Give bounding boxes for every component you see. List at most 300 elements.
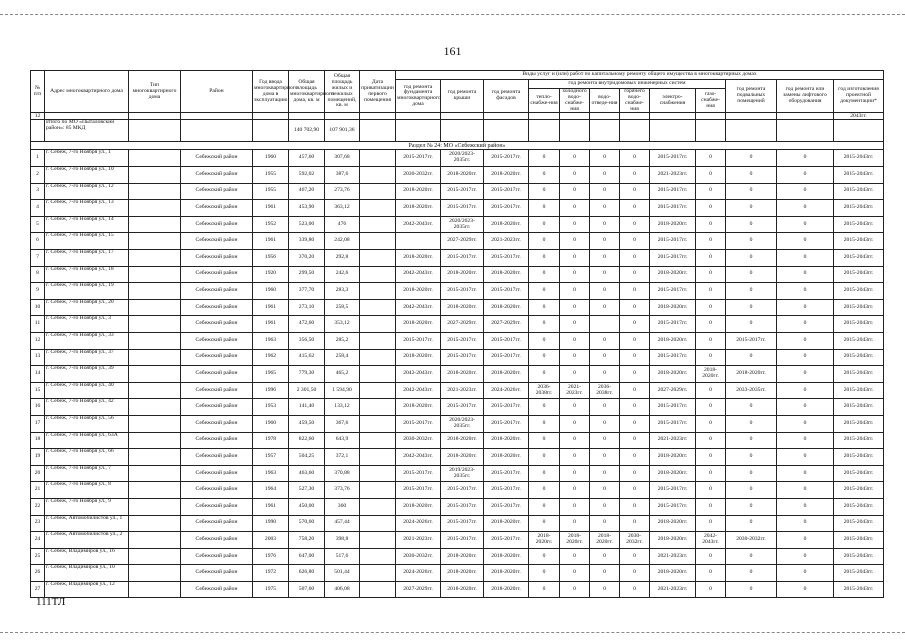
cell-cold: 0	[560, 515, 590, 532]
cell-district: Себежский район	[181, 299, 253, 316]
table-row	[31, 233, 884, 250]
cell-sewer: 0	[590, 581, 620, 598]
cell-cold: 0	[560, 349, 590, 366]
cell-found: 2042-2043гг.	[396, 266, 441, 283]
cell-area: 570,60	[289, 515, 325, 532]
table-row	[31, 150, 884, 167]
cell-found: 2018-2020гг.	[396, 316, 441, 333]
header-heat: тепло-снабже-ния	[529, 89, 560, 113]
cell-heat: 0	[529, 349, 560, 366]
cell-docs: 2015-2043гг.	[834, 283, 884, 300]
cell-docs: 2015-2043гг.	[834, 150, 884, 167]
cell-gas: 0	[696, 250, 726, 267]
cell-base: 0	[726, 167, 777, 184]
cell-district: Себежский район	[181, 449, 253, 466]
cell-address: г. Себеж, 7-го Ноября ул., 20	[45, 299, 129, 316]
cell-type	[129, 415, 181, 432]
cell-docs: 2015-2043гг.	[834, 498, 884, 515]
cell-sewer: 0	[590, 266, 620, 283]
cell-no: 2	[31, 167, 45, 184]
cell-elec: 2021-2023гг.	[650, 548, 696, 565]
cell-base: 2033-2035гг.	[726, 382, 777, 399]
table-row	[31, 316, 884, 333]
cell-year: 1963	[253, 465, 289, 482]
cell-hot: 0	[620, 332, 650, 349]
cell-elec: 2015-2017гг.	[650, 233, 696, 250]
cell-lift: 0	[777, 565, 834, 582]
cell-elec: 2015-2017гг.	[650, 349, 696, 366]
cell-sewer: 0	[590, 150, 620, 167]
cell-hot: 0	[620, 581, 650, 598]
cell-cold: 0	[560, 565, 590, 582]
cell-priv	[360, 283, 396, 300]
table-row	[31, 532, 884, 549]
cell-roof: 2015-2017гг.	[441, 482, 484, 499]
header-roof: год ремонта крыши	[441, 80, 484, 113]
cell-type	[129, 366, 181, 383]
cell-address: г. Себеж, 7-го Ноября ул., 8	[45, 482, 129, 499]
cell-gas: 0	[696, 349, 726, 366]
cell-cold: 0	[560, 266, 590, 283]
cell-no: 5	[31, 216, 45, 233]
cell-elec: 2015-2017гг.	[650, 498, 696, 515]
cell-heat: 0	[529, 250, 560, 267]
cell-district: Себежский район	[181, 349, 253, 366]
header-gas: газо-снабже-ния	[696, 89, 726, 113]
cell-cold: 0	[560, 150, 590, 167]
cell-district: Себежский район	[181, 283, 253, 300]
cell-base: 2015-2017гг.	[726, 332, 777, 349]
cell-gas: 0	[696, 548, 726, 565]
cell-lift: 0	[777, 432, 834, 449]
cell-priv	[360, 183, 396, 200]
cell-priv	[360, 266, 396, 283]
cell-living: 387,6	[325, 167, 360, 184]
cell-no: 18	[31, 432, 45, 449]
table-row	[31, 349, 884, 366]
cell-address: г. Себеж, 7-го Ноября ул., 12	[45, 183, 129, 200]
cell-facade: 2018-2020гг.	[484, 167, 529, 184]
cell-priv	[360, 449, 396, 466]
cell-living: 457,44	[325, 515, 360, 532]
cell-roof: 2018-2020гг.	[441, 548, 484, 565]
cell-type	[129, 200, 181, 217]
cell-sewer: 0	[590, 283, 620, 300]
cell-elec: 2015-2017гг.	[650, 415, 696, 432]
cell-district: Себежский район	[181, 200, 253, 217]
cell-sewer: 0	[590, 200, 620, 217]
cell-hot: 0	[620, 449, 650, 466]
table-row	[31, 250, 884, 267]
cell-address: г. Себеж, Владимиров ул., 10	[45, 565, 129, 582]
cell-hot: 0	[620, 415, 650, 432]
cell-facade: 2015-2017гг.	[484, 250, 529, 267]
cell-living: 367,6	[325, 415, 360, 432]
cell-heat: 2036-2038гг.	[529, 382, 560, 399]
cell-docs: 2015-2043гг.	[834, 581, 884, 598]
cell-docs: 2015-2043гг.	[834, 366, 884, 383]
cell-lift: 0	[777, 332, 834, 349]
cell-docs: 2015-2043гг.	[834, 399, 884, 416]
cell-hot: 0	[620, 366, 650, 383]
cell-area: 463,60	[289, 465, 325, 482]
cell-no: 19	[31, 449, 45, 466]
cell-found: 2030-2032гг.	[396, 548, 441, 565]
cell-area: 758,20	[289, 532, 325, 549]
cell-no: 13	[31, 349, 45, 366]
cell-base: 0	[726, 150, 777, 167]
cell-no: 26	[31, 565, 45, 582]
cell-roof: 2021-2023гг.	[441, 382, 484, 399]
total-label: Итого по МО «Пыталовский район»: 85 МКД	[45, 120, 129, 142]
cell-elec: 2015-2017гг.	[650, 150, 696, 167]
cell-lift: 0	[777, 532, 834, 549]
table-row	[31, 299, 884, 316]
cell-base: 2030-2032гг.	[726, 532, 777, 549]
cell-lift: 0	[777, 399, 834, 416]
cell-elec: 2018-2020гг.	[650, 449, 696, 466]
table-row	[31, 498, 884, 515]
cell-lift: 0	[777, 415, 834, 432]
cell-no: 24	[31, 532, 45, 549]
cell-base: 0	[726, 465, 777, 482]
cell-elec: 2015-2017гг.	[650, 283, 696, 300]
cell-heat: 0	[529, 150, 560, 167]
cell-living: 370,88	[325, 465, 360, 482]
cell-priv	[360, 250, 396, 267]
cell-lift: 0	[777, 548, 834, 565]
cell-no: 4	[31, 200, 45, 217]
cell-year: 1975	[253, 581, 289, 598]
cell-gas: 0	[696, 233, 726, 250]
cell-heat: 0	[529, 183, 560, 200]
cell-gas: 0	[696, 449, 726, 466]
cell-district: Себежский район	[181, 565, 253, 582]
cell-hot: 0	[620, 349, 650, 366]
cell-found: 2015-2017гг.	[396, 465, 441, 482]
cell-sewer: 0	[590, 465, 620, 482]
cell-hot: 0	[620, 432, 650, 449]
cell-heat: 0	[529, 399, 560, 416]
cell-base: 0	[726, 200, 777, 217]
cell-type	[129, 349, 181, 366]
cell-heat: 0	[529, 482, 560, 499]
section-title: Раздел № 24: МО «Себежский район»	[31, 142, 884, 150]
cell-docs: 2015-2043гг.	[834, 299, 884, 316]
cell-facade: 2015-2017гг.	[484, 498, 529, 515]
cell-priv	[360, 233, 396, 250]
cell-district: Себежский район	[181, 432, 253, 449]
cell-no: 16	[31, 399, 45, 416]
cell-sewer: 0	[590, 548, 620, 565]
cell-type	[129, 548, 181, 565]
cell-year: 2003	[253, 532, 289, 549]
cell-cold: 0	[560, 250, 590, 267]
cell-living: 517,6	[325, 548, 360, 565]
cell-sewer: 0	[590, 482, 620, 499]
header-facade: год ремонта фасадов	[484, 80, 529, 113]
cell-area: 626,80	[289, 565, 325, 582]
cell-sewer: 0	[590, 299, 620, 316]
cell-sewer: 0	[590, 415, 620, 432]
table-row	[31, 399, 884, 416]
cell-lift: 0	[777, 233, 834, 250]
cell-living: 353,12	[325, 316, 360, 333]
header-elevator: год ремонта или замены лифтового оборудования	[777, 80, 834, 113]
cell-facade: 2027-2029гг.	[484, 316, 529, 333]
cell-address: г. Себеж, 7-го Ноября ул., 17	[45, 250, 129, 267]
cell-gas: 0	[696, 283, 726, 300]
cell-living: 465,2	[325, 366, 360, 383]
cell-sewer: 2018-2020гг.	[590, 532, 620, 549]
cell-found: 2024-2026гг.	[396, 515, 441, 532]
cell-gas: 0	[696, 167, 726, 184]
cell-no: 12	[31, 332, 45, 349]
cell-area: 141,40	[289, 399, 325, 416]
cell-living: 242,6	[325, 266, 360, 283]
header-year: Год ввода многоквартирного дома в эксплуатацию	[253, 71, 289, 113]
cell-district: Себежский район	[181, 316, 253, 333]
cell-roof: 2015-2017гг.	[441, 399, 484, 416]
cell-year: 1976	[253, 548, 289, 565]
cell-area: 377,70	[289, 283, 325, 300]
cell-type	[129, 216, 181, 233]
cell-docs: 2015-2043гг.	[834, 382, 884, 399]
cell-roof: 2015-2017гг.	[441, 532, 484, 549]
cell-docs: 2015-2043гг.	[834, 565, 884, 582]
cell-priv	[360, 498, 396, 515]
cell-priv	[360, 432, 396, 449]
cell-lift: 0	[777, 366, 834, 383]
cell-district: Себежский район	[181, 183, 253, 200]
table-row	[31, 415, 884, 432]
cell-priv	[360, 332, 396, 349]
cell-no: 6	[31, 233, 45, 250]
cell-gas: 0	[696, 332, 726, 349]
cell-lift: 0	[777, 266, 834, 283]
cell-priv	[360, 382, 396, 399]
bottom-dashed-line	[0, 632, 905, 633]
cell-found: 2015-2017гг.	[396, 150, 441, 167]
table-row	[31, 200, 884, 217]
cell-no: 17	[31, 415, 45, 432]
cell-sewer: 0	[590, 399, 620, 416]
cell-district: Себежский район	[181, 266, 253, 283]
cell-heat: 0	[529, 299, 560, 316]
cell-area: 467,20	[289, 183, 325, 200]
cell-living: 406,08	[325, 581, 360, 598]
cell-facade: 2018-2020гг.	[484, 449, 529, 466]
cell-found: 2042-2043гг.	[396, 216, 441, 233]
cell-priv	[360, 366, 396, 383]
cell-address: г. Себеж, 7-го Ноября ул., 56	[45, 415, 129, 432]
table-row	[31, 266, 884, 283]
cell-no: 3	[31, 183, 45, 200]
cell-area: 273,10	[289, 299, 325, 316]
cell-roof: 2015-2017гг.	[441, 183, 484, 200]
cell-lift: 0	[777, 449, 834, 466]
cell-sewer: 0	[590, 349, 620, 366]
cell-cold: 0	[560, 498, 590, 515]
cell-address: г. Себеж, 7-го Ноября ул., 14	[45, 216, 129, 233]
table-row	[31, 216, 884, 233]
cell-elec: 2027-2029гг.	[650, 382, 696, 399]
cell-facade: 2015-2017гг.	[484, 465, 529, 482]
cell-lift: 0	[777, 465, 834, 482]
cell-docs: 2015-2043гг.	[834, 200, 884, 217]
cell-cold: 2021-2023гг.	[560, 382, 590, 399]
cell-priv	[360, 299, 396, 316]
cell-district: Себежский район	[181, 399, 253, 416]
cell-sewer: 0	[590, 432, 620, 449]
cell-hot: 0	[620, 299, 650, 316]
cell-hot: 0	[620, 283, 650, 300]
cell-roof: 2015-2017гг.	[441, 332, 484, 349]
cell-docs: 2015-2043гг.	[834, 449, 884, 466]
cell-type	[129, 332, 181, 349]
cell-no: 27	[31, 581, 45, 598]
cell-hot: 0	[620, 316, 650, 333]
cell-living: 283,3	[325, 283, 360, 300]
cell-address: г. Себеж, 7-го Ноября ул., 39	[45, 366, 129, 383]
cell-no: 15	[31, 382, 45, 399]
cell-hot: 0	[620, 216, 650, 233]
cell-docs: 2015-2043гг.	[834, 167, 884, 184]
cell-year: 1978	[253, 432, 289, 449]
cell-gas: 0	[696, 515, 726, 532]
cell-facade: 2015-2017гг.	[484, 200, 529, 217]
cell-elec: 2015-2017гг.	[650, 482, 696, 499]
cell-roof: 2015-2017гг.	[441, 250, 484, 267]
cell-cold: 0	[560, 183, 590, 200]
cell-heat: 0	[529, 465, 560, 482]
cell-cold: 0	[560, 548, 590, 565]
cell-facade: 2018-2020гг.	[484, 299, 529, 316]
cell-roof: 2015-2017гг.	[441, 283, 484, 300]
cell-gas: 0	[696, 498, 726, 515]
cell-year: 1960	[253, 150, 289, 167]
cell-year: 1960	[253, 283, 289, 300]
cell-address: г. Себеж, 7-го Ноября ул., 40	[45, 382, 129, 399]
cell-heat: 0	[529, 366, 560, 383]
cell-facade: 2024-2026гг.	[484, 382, 529, 399]
cell-type	[129, 532, 181, 549]
cell-hot: 0	[620, 200, 650, 217]
cell-district: Себежский район	[181, 465, 253, 482]
cell-elec: 2021-2023гг.	[650, 581, 696, 598]
cell-gas: 0	[696, 465, 726, 482]
cell-living: 643,9	[325, 432, 360, 449]
cell-type	[129, 167, 181, 184]
cell-lift: 0	[777, 167, 834, 184]
cell-lift: 0	[777, 183, 834, 200]
cell-living: 285,2	[325, 332, 360, 349]
cell-year: 1965	[253, 366, 289, 383]
cell-year: 1956	[253, 250, 289, 267]
cell-year: 1920	[253, 266, 289, 283]
cell-year: 1960	[253, 415, 289, 432]
cell-elec: 2018-2020гг.	[650, 332, 696, 349]
table-row	[31, 515, 884, 532]
cell-elec: 2018-2020гг.	[650, 366, 696, 383]
table-row	[31, 382, 884, 399]
cell-area: 453,90	[289, 200, 325, 217]
cell-facade: 2015-2017гг.	[484, 482, 529, 499]
cell-living: 501,44	[325, 565, 360, 582]
header-type: Тип многоквартирного дома	[129, 71, 181, 113]
cell-cold: 0	[560, 482, 590, 499]
cell-no: 7	[31, 250, 45, 267]
cell-base: 0	[726, 548, 777, 565]
table-row	[31, 548, 884, 565]
cell-hot: 0	[620, 167, 650, 184]
cell-address: г. Себеж, 7-го Ноября ул., 18	[45, 266, 129, 283]
cell-facade: 2015-2017гг.	[484, 283, 529, 300]
cell-living: 363,12	[325, 200, 360, 217]
cell-hot: 0	[620, 515, 650, 532]
cell-base: 0	[726, 250, 777, 267]
cell-gas: 0	[696, 399, 726, 416]
cell-facade: 2018-2020гг.	[484, 266, 529, 283]
cell-area: 527,30	[289, 482, 325, 499]
cell-year: 1961	[253, 233, 289, 250]
cell-elec: 2015-2017гг.	[650, 250, 696, 267]
cell-type	[129, 250, 181, 267]
table-row	[31, 432, 884, 449]
cell-heat: 0	[529, 415, 560, 432]
header-address: Адрес многоквартирного дома	[45, 71, 129, 113]
cell-cold: 2018-2020гг.	[560, 532, 590, 549]
cell-address: г. Себеж, 7-го Ноября ул., 63А	[45, 432, 129, 449]
cell-docs: 2015-2043гг.	[834, 216, 884, 233]
cell-priv	[360, 316, 396, 333]
cell-found: 2021-2023гг.	[396, 532, 441, 549]
cell-hot: 0	[620, 399, 650, 416]
cell-sewer: 0	[590, 332, 620, 349]
cell-sewer: 0	[590, 183, 620, 200]
cell-facade: 2015-2017гг.	[484, 349, 529, 366]
cell-address: г. Себеж, Автомобилистов ул., 1	[45, 515, 129, 532]
table-row	[31, 183, 884, 200]
cell-district: Себежский район	[181, 548, 253, 565]
total-row	[31, 120, 884, 142]
cell-facade: 2015-2017гг.	[484, 532, 529, 549]
cell-living: 242,08	[325, 233, 360, 250]
cell-hot: 0	[620, 250, 650, 267]
cell-type	[129, 382, 181, 399]
cell-docs: 2015-2043гг.	[834, 266, 884, 283]
cell-lift: 0	[777, 498, 834, 515]
cell-no: 14	[31, 366, 45, 383]
cell-facade: 2015-2017гг.	[484, 183, 529, 200]
cell-hot: 0	[620, 482, 650, 499]
cell-facade: 2018-2020гг.	[484, 548, 529, 565]
cell-hot: 0	[620, 565, 650, 582]
cell-elec: 2015-2017гг.	[650, 316, 696, 333]
table-row	[31, 581, 884, 598]
cell-district: Себежский район	[181, 581, 253, 598]
cell-lift: 0	[777, 283, 834, 300]
cell-cold: 0	[560, 216, 590, 233]
cell-base: 0	[726, 449, 777, 466]
cell-year: 1961	[253, 316, 289, 333]
cell-facade: 2018-2020гг.	[484, 216, 529, 233]
cell-hot: 0	[620, 233, 650, 250]
cell-address: г. Себеж, 7-го Ноября ул., 42	[45, 399, 129, 416]
cell-cold: 0	[560, 465, 590, 482]
cell-type	[129, 581, 181, 598]
cell-hot: 0	[620, 183, 650, 200]
